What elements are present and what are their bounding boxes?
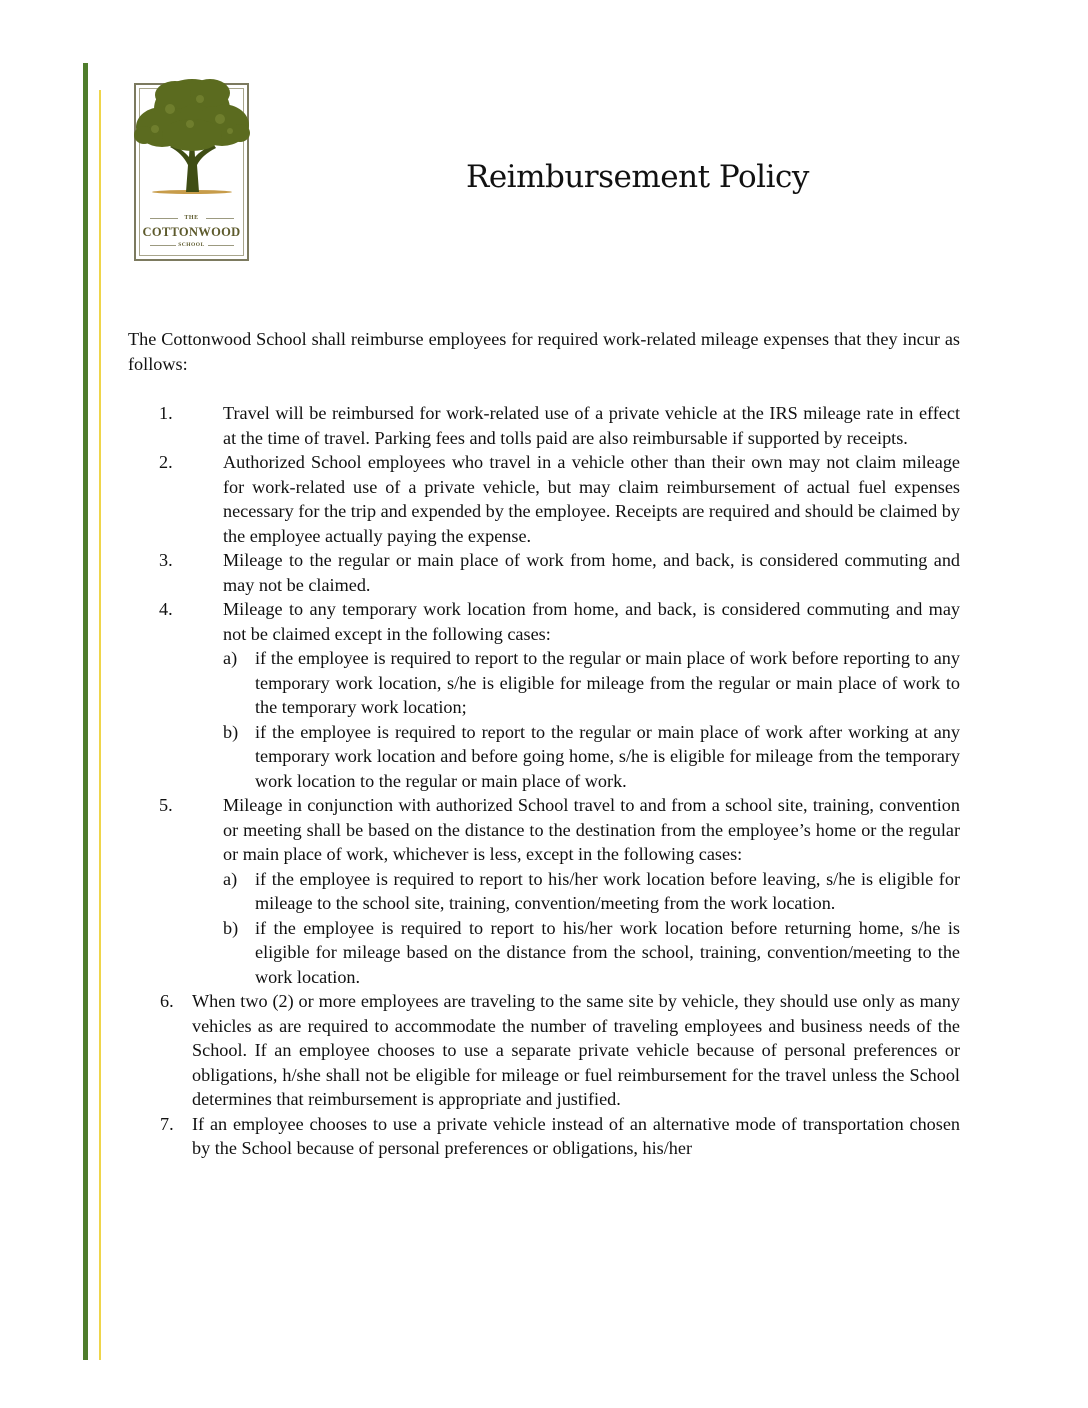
subitem-text: if the employee is required to report to the regular or main place of work after working at any temporary work location and before going home, s/he is eligible for mileage from the temporary work location to the regular or main place of work. (255, 721, 960, 791)
page-title: Reimbursement Policy (466, 158, 809, 195)
item-number: 1. (159, 403, 173, 423)
item-text: Authorized School employees who travel in a vehicle other than their own may not claim mileage for work-related use of a private vehicle, but may claim reimbursement of actual fuel expenses necessary for the trip and expended by the employee. Receipts are required and should be claimed by the employee actually paying the expense. (223, 452, 960, 546)
logo-text-name: COTTONWOOD (142, 225, 241, 239)
item-number: 2. (159, 452, 173, 472)
policy-subitem (223, 646, 960, 720)
item-text: If an employee chooses to use a private vehicle instead of an alternative mode of transportation chosen by the School because of personal preferences or obligations, his/her (192, 1113, 960, 1158)
policy-item (128, 450, 960, 548)
policy-item (128, 401, 960, 450)
school-logo (134, 83, 249, 261)
left-accent-bar (83, 63, 88, 1360)
subitem-text: if the employee is required to report to his/her work location before leaving, s/he is eligible for mileage to the school site, training, convention/meeting from the work location. (255, 868, 960, 913)
subitem-letter: b) (223, 917, 239, 938)
policy-subitem (223, 916, 960, 990)
left-accent-thin-bar (99, 90, 101, 1360)
item-text: Mileage in conjunction with authorized School travel to and from a school site, training, convention or meeting shall be based on the distance to the destination from the employee’s home or the regular or main place of work, whichever is less, except in the following cases: (223, 795, 960, 864)
item-text: When two (2) or more employees are traveling to the same site by vehicle, they should use only as many vehicles as are required to accommodate the number of traveling employees and business needs of the School. If an employee chooses to use a separate private vehicle because of personal preferences or obligations, h/she shall not be eligible for mileage or fuel reimbursement for the travel unless the School determines that reimbursement is appropriate and justified. (192, 991, 960, 1109)
policy-item (128, 1112, 960, 1161)
item-text: Travel will be reimbursed for work-related use of a private vehicle at the IRS mileage rate in effect at the time of travel. Parking fees and tolls paid are also reimbursable if supported by receipts. (223, 403, 960, 448)
item-text: Mileage to any temporary work location from home, and back, is considered commuting and may not be claimed except in the following cases: (223, 599, 960, 644)
logo-text-the: THE (184, 215, 199, 221)
logo-text-school: SCHOOL (178, 242, 205, 248)
policy-item (128, 793, 960, 989)
item-text: Mileage to the regular or main place of work from home, and back, is considered commuting and may not be claimed. (223, 550, 960, 595)
policy-item (128, 597, 960, 793)
oak-tree-icon (130, 69, 255, 214)
item-number: 5. (159, 795, 173, 815)
policy-subitem (223, 867, 960, 916)
item-number: 3. (159, 550, 173, 570)
policy-subitem (223, 720, 960, 794)
policy-item (128, 989, 960, 1112)
policy-list (128, 401, 960, 1161)
subitem-letter: b) (223, 721, 239, 742)
item-number: 7. (160, 1113, 174, 1134)
policy-item (128, 548, 960, 597)
item-number: 4. (159, 599, 173, 619)
subitem-letter: a) (223, 868, 238, 889)
item-number: 6. (160, 991, 174, 1011)
subitem-text: if the employee is required to report to his/her work location before returning home, s/he is eligible for mileage based on the distance from the school, training, convention/meeting to the work location. (255, 917, 960, 987)
subitem-text: if the employee is required to report to the regular or main place of work before reporting to any temporary work location, s/he is eligible for mileage from the regular or main place of work to the temporary work location; (255, 648, 960, 717)
subitem-letter: a) (223, 648, 238, 668)
policy-body (128, 327, 960, 1161)
intro-paragraph: The Cottonwood School shall reimburse employees for required work-related mileage expenses that they incur as follows: (128, 329, 960, 374)
